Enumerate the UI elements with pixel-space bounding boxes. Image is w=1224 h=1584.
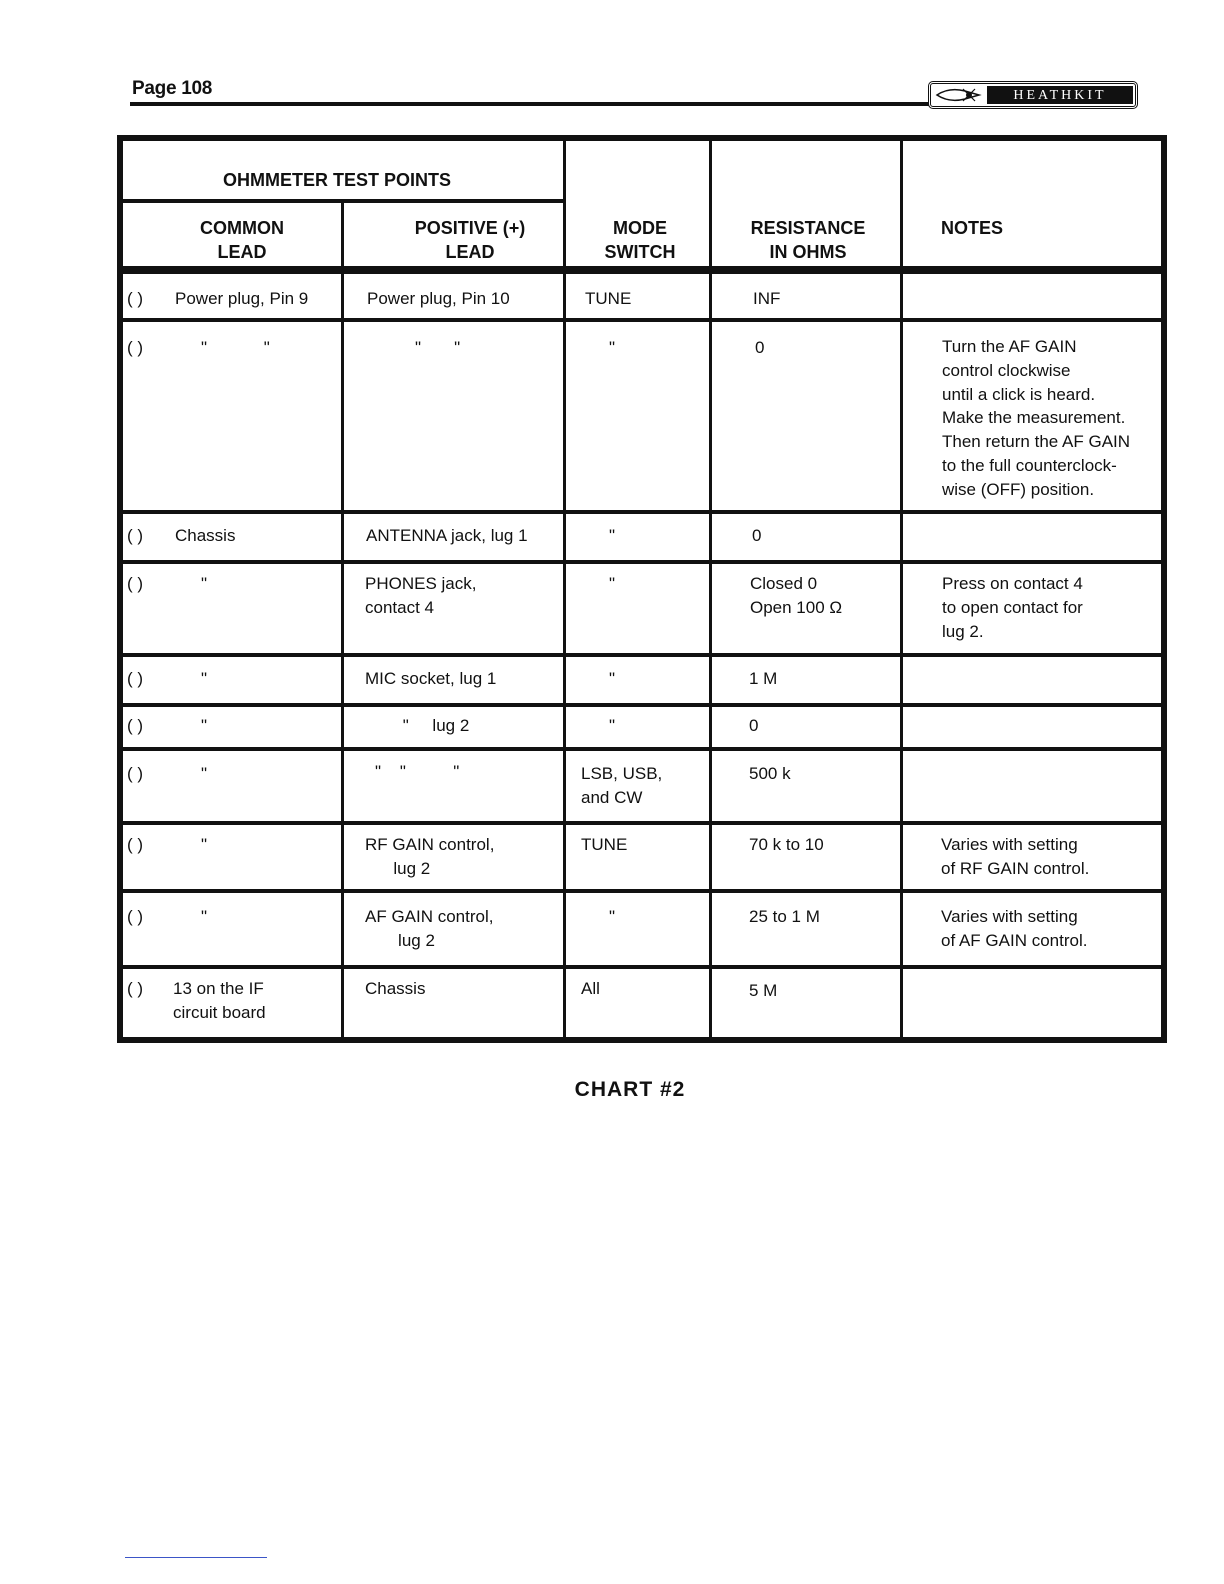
column-rule xyxy=(563,141,566,1037)
mode-switch-cell: TUNE xyxy=(581,835,628,854)
positive-lead-cell: Chassis xyxy=(365,979,426,998)
positive-lead-cell: PHONES jack, contact 4 xyxy=(365,574,477,617)
notes-cell: Press on contact 4 to open contact for lug 2. xyxy=(942,574,1083,641)
mode-switch-cell: TUNE xyxy=(585,289,632,308)
column-header-notes: NOTES xyxy=(941,218,1004,238)
check-box[interactable]: ( ) xyxy=(127,574,144,593)
resistance-cell: 25 to 1 M xyxy=(749,907,820,926)
mode-switch-cell: " xyxy=(609,526,616,545)
resistance-cell: 0 xyxy=(755,338,765,357)
footer-rule xyxy=(125,1557,267,1558)
mode-switch-cell: All xyxy=(581,979,600,998)
positive-lead-cell: AF GAIN control, lug 2 xyxy=(365,907,494,950)
rule-under-column-headers xyxy=(123,266,1161,274)
resistance-cell: 70 k to 10 xyxy=(749,835,824,854)
notes-cell: Varies with setting of AF GAIN control. xyxy=(941,907,1088,950)
mode-switch-cell: LSB, USB, and CW xyxy=(581,764,663,807)
mode-switch-cell: " xyxy=(609,907,616,926)
mode-switch-cell: " xyxy=(609,669,616,688)
check-box[interactable]: ( ) xyxy=(127,979,144,998)
common-lead-cell: " xyxy=(201,574,208,593)
common-lead-cell: " xyxy=(201,669,208,688)
common-lead-cell: " xyxy=(201,907,208,926)
mode-switch-cell: " xyxy=(609,574,616,593)
page-header xyxy=(130,74,1142,114)
page-number: Page 108 xyxy=(132,78,212,99)
check-box[interactable]: ( ) xyxy=(127,526,144,545)
group-header-ohmmeter-test-points: OHMMETER TEST POINTS xyxy=(222,170,451,190)
common-lead-cell: " xyxy=(201,764,208,783)
chart-caption: CHART #2 xyxy=(574,1078,686,1101)
check-box[interactable]: ( ) xyxy=(127,338,144,357)
row-rule xyxy=(123,318,1161,322)
positive-lead-cell: " " xyxy=(415,338,461,357)
row-rule xyxy=(123,965,1161,969)
resistance-cell: 1 M xyxy=(749,669,778,688)
brand-name: HEATHKIT xyxy=(987,86,1133,104)
positive-lead-cell: " lug 2 xyxy=(365,716,470,735)
check-box[interactable]: ( ) xyxy=(127,289,144,308)
header-rule xyxy=(130,102,930,106)
column-header-positive-lead: POSITIVE (+) LEAD xyxy=(414,218,526,262)
positive-lead-cell: Power plug, Pin 10 xyxy=(367,289,510,308)
column-rule xyxy=(900,141,903,1037)
column-header-resistance: RESISTANCE IN OHMS xyxy=(750,218,866,262)
resistance-cell: 5 M xyxy=(749,981,778,1000)
brand-logo xyxy=(928,81,1138,109)
resistance-cell: INF xyxy=(753,289,781,308)
positive-lead-cell: RF GAIN control, lug 2 xyxy=(365,835,495,878)
mode-switch-cell: " xyxy=(609,716,616,735)
column-header-common-lead: COMMON LEAD xyxy=(200,218,284,262)
row-rule xyxy=(123,510,1161,514)
common-lead-cell: 13 on the IF circuit board xyxy=(173,979,266,1022)
check-box[interactable]: ( ) xyxy=(127,764,144,783)
row-rule xyxy=(123,560,1161,564)
resistance-cell: Closed 0 Open 100 Ω xyxy=(750,574,843,617)
row-rule xyxy=(123,747,1161,751)
check-box[interactable]: ( ) xyxy=(127,835,144,854)
resistance-cell: 500 k xyxy=(749,764,791,783)
positive-lead-cell: MIC socket, lug 1 xyxy=(365,669,497,688)
notes-cell: Turn the AF GAIN control clockwise until a click is heard. Make the measurement. Then return the AF GAIN to the full counterclock- wise (OFF) position. xyxy=(942,337,1131,499)
mode-switch-cell: " xyxy=(609,338,616,357)
common-lead-cell: " xyxy=(201,835,208,854)
column-header-mode-switch: MODE SWITCH xyxy=(604,218,676,262)
resistance-cell: 0 xyxy=(752,526,762,545)
resistance-cell: 0 xyxy=(749,716,759,735)
notes-cell: Varies with setting of RF GAIN control. xyxy=(941,835,1090,878)
common-lead-cell: Chassis xyxy=(175,526,236,545)
row-rule xyxy=(123,889,1161,893)
common-lead-cell: " xyxy=(201,716,208,735)
column-rule xyxy=(709,141,712,1037)
positive-lead-cell: ANTENNA jack, lug 1 xyxy=(366,526,528,545)
common-lead-cell: " " xyxy=(201,338,270,357)
positive-lead-cell: " " " xyxy=(375,762,460,781)
column-rule xyxy=(341,201,344,1037)
ohmmeter-chart xyxy=(117,135,1167,1043)
row-rule xyxy=(123,703,1161,707)
row-rule xyxy=(123,653,1161,657)
check-box[interactable]: ( ) xyxy=(127,669,144,688)
check-box[interactable]: ( ) xyxy=(127,907,144,926)
common-lead-cell: Power plug, Pin 9 xyxy=(175,289,309,308)
heathkit-emblem-icon xyxy=(935,85,983,105)
row-rule xyxy=(123,821,1161,825)
check-box[interactable]: ( ) xyxy=(127,716,144,735)
